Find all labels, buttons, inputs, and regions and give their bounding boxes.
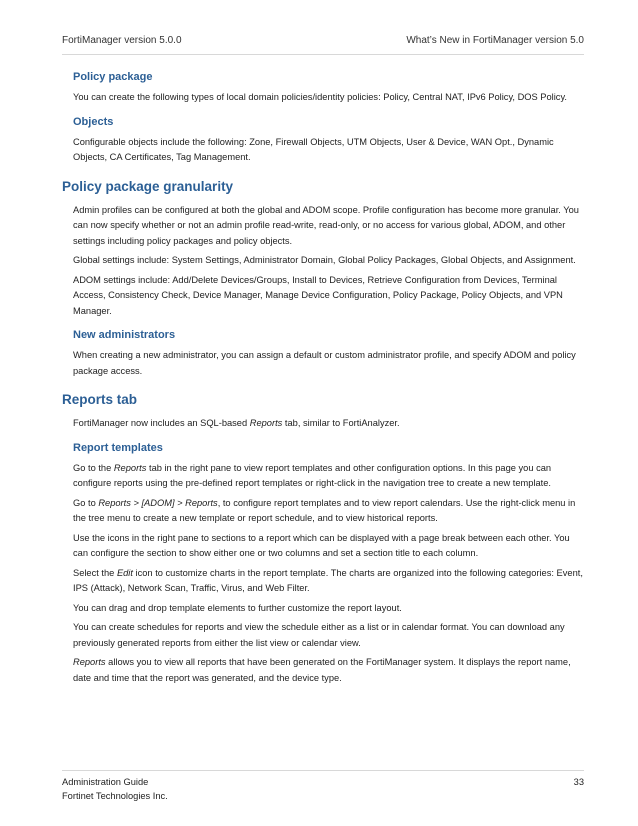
page-header: [62, 35, 584, 55]
report-templates-text-4: Select the Edit icon to customize charts in the report template. The charts are organized into the following categories: Event, IPS (Attack), Network Scan, Traffic, Virus, and Web Filter.: [73, 567, 583, 593]
objects-text: Configurable objects include the following: Zone, Firewall Objects, UTM Objects, User & Device, WAN Opt., Dynamic Objects, CA Certificates, Tag Management.: [73, 136, 554, 162]
page-footer: [62, 770, 584, 803]
footer-company: Fortinet Technologies Inc.: [62, 791, 168, 801]
page-number: 33: [573, 777, 584, 787]
heading-report-templates: Report templates: [73, 441, 163, 454]
report-templates-text-3: Use the icons in the right pane to sections to a report which can be displayed with a page break between each other. You can configure the section to show either one or two columns and set a section title to each column.: [73, 532, 570, 558]
footer-guide-title: Administration Guide: [62, 777, 149, 787]
policy-package-text: You can create the following types of local domain policies/identity policies: Policy, Central NAT, IPv6 Policy, DOS Policy.: [73, 92, 567, 102]
new-administrators-text: When creating a new administrator, you can assign a default or custom administrator profile, and specify ADOM and policy package access.: [73, 350, 576, 376]
heading-policy-package-granularity: Policy package granularity: [62, 178, 234, 194]
granularity-text-2: Global settings include: System Settings, Administrator Domain, Global Policy Packages, Global Objects, and Assignment.: [73, 255, 576, 265]
header-right: What’s New in FortiManager version 5.0: [406, 35, 584, 46]
granularity-text-3: ADOM settings include: Add/Delete Devices/Groups, Install to Devices, Retrieve Configuration from Devices, Terminal Access, Consistency Check, Device Manager, Manage Device Configuration, Policy Package, Policy Objects, and VPN Manager.: [73, 274, 563, 316]
report-templates-text-6: You can create schedules for reports and view the schedule either as a list or in calendar format. You can download any previously generated reports from either the list view or calendar view.: [73, 622, 565, 648]
report-templates-text-2: Go to Reports > [ADOM] > Reports, to configure report templates and to view report calendars. Use the right-click menu in the tree menu to create a new template or report schedule, and to view historical reports.: [73, 497, 576, 523]
heading-reports-tab: Reports tab: [62, 392, 138, 407]
report-templates-text-7: Reports allows you to view all reports that have been generated on the FortiManager system. It displays the report name, date and time that the report was generated, and the device type.: [73, 657, 571, 683]
page-content: [0, 70, 638, 686]
report-templates-text-1: Go to the Reports tab in the right pane to view report templates and other configuration options. In this page you can configure reports using the pre-defined report templates or right-click in the navigation tree to create a new template.: [73, 462, 552, 488]
heading-new-administrators: New administrators: [73, 329, 176, 341]
reports-tab-text: FortiManager now includes an SQL-based Reports tab, similar to FortiAnalyzer.: [73, 418, 400, 428]
granularity-text-1: Admin profiles can be configured at both the global and ADOM scope. Profile configuration has become more granular. You can now specify whether or not an admin profile read-write, read-only, or no access for various global, ADOM, and other settings including policy packages and policy objects.: [73, 204, 579, 246]
heading-policy-package: Policy package: [73, 71, 153, 83]
heading-objects: Objects: [73, 115, 114, 128]
report-templates-text-5: You can drag and drop template elements to further customize the report layout.: [73, 602, 402, 613]
header-left: FortiManager version 5.0.0: [62, 35, 182, 46]
